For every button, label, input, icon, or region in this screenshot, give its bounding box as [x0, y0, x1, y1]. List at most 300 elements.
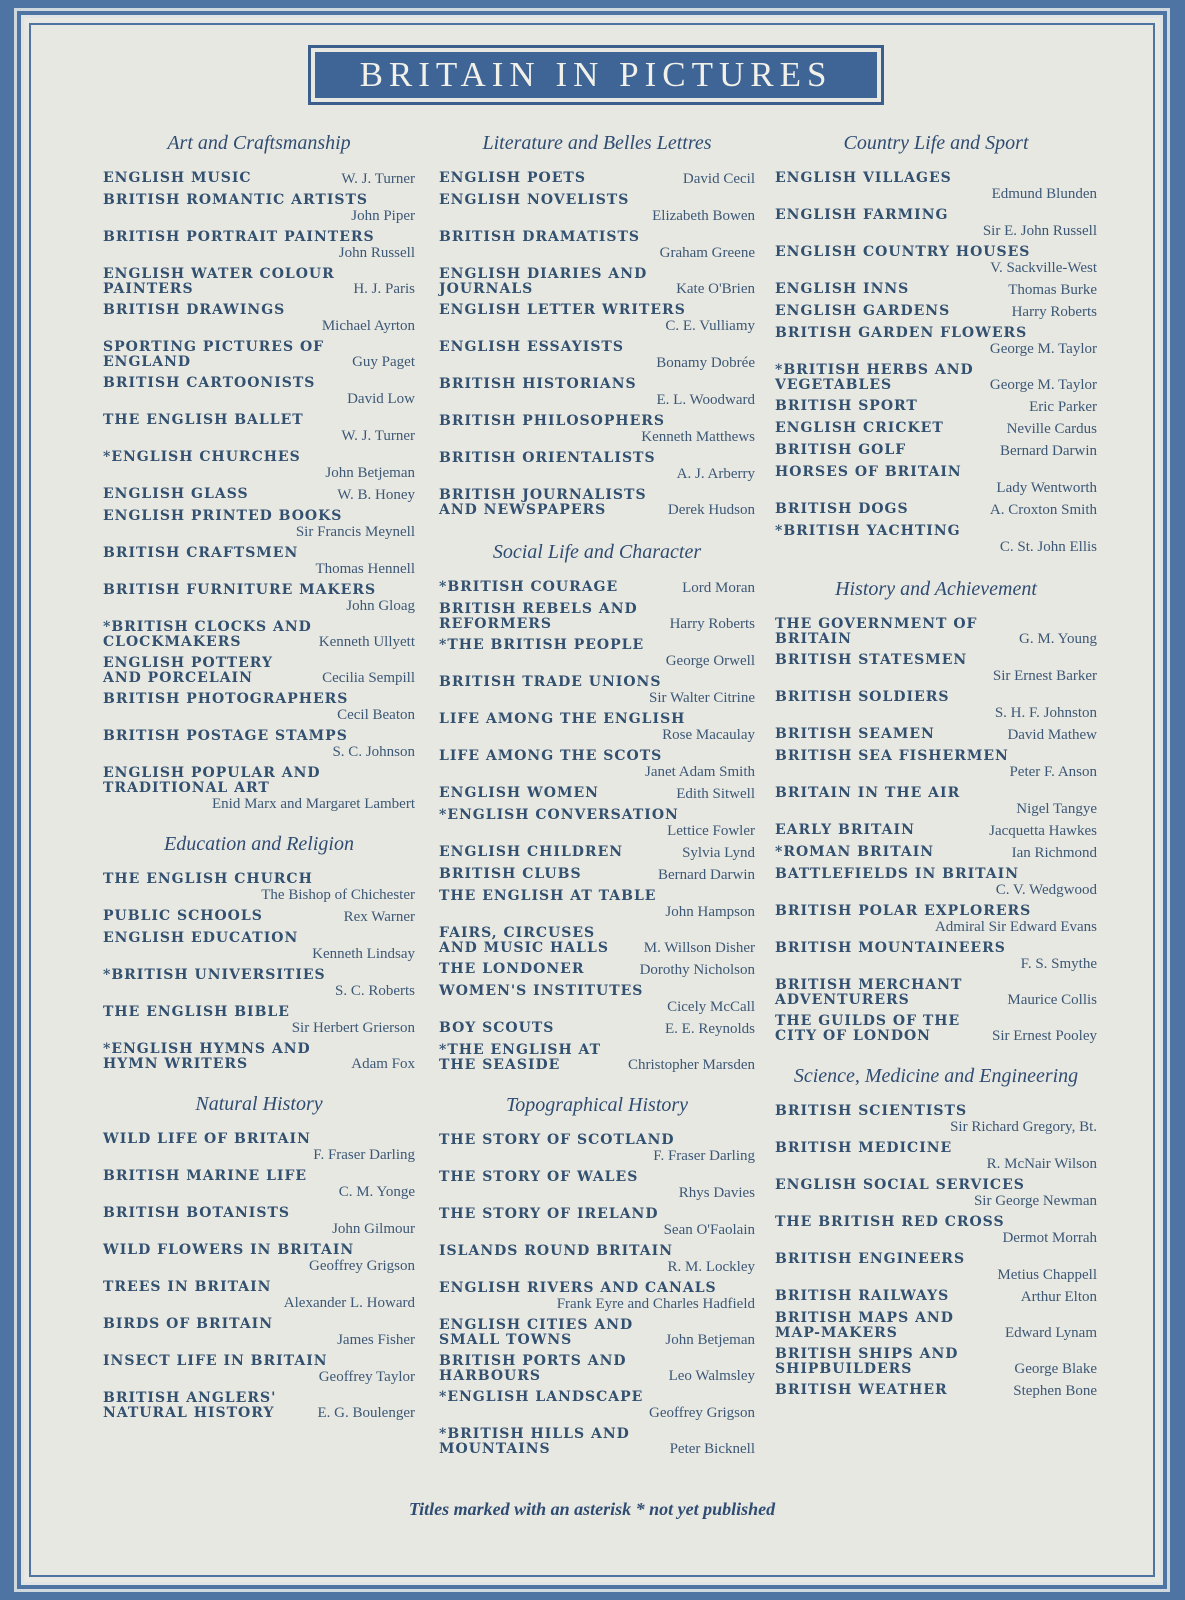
book-author: John Betjeman [325, 465, 415, 481]
book-author: Adam Fox [351, 1056, 415, 1072]
book-author: James Fisher [337, 1332, 415, 1348]
book-entry [775, 1347, 1097, 1377]
book-title: THE GUILDS OF THE CITY OF LONDON [775, 1013, 961, 1044]
book-title: BIRDS OF BRITAIN [103, 1316, 274, 1332]
section [439, 540, 755, 1073]
book-entry [775, 867, 1097, 898]
book-entry [103, 1132, 415, 1163]
book-entry [775, 304, 1097, 320]
book-author: W. J. Turner [341, 171, 415, 187]
book-entry [103, 1317, 415, 1348]
book-title: *BRITISH YACHTING [775, 523, 961, 539]
book-entry [775, 978, 1097, 1008]
book-author: Edward Lynam [1004, 1325, 1097, 1341]
column-2 [439, 131, 755, 1463]
book-author: E. E. Reynolds [665, 1021, 755, 1037]
book-title: BRITISH POSTAGE STAMPS [103, 728, 348, 744]
book-title: THE STORY OF WALES [439, 1169, 639, 1185]
book-author: Arthur Elton [1020, 1289, 1097, 1305]
book-title: THE ENGLISH BIBLE [103, 1004, 290, 1020]
book-entry [775, 690, 1097, 721]
book-entry [103, 1005, 415, 1036]
book-title: BRITISH DRAMATISTS [439, 229, 641, 245]
book-author: David Low [347, 391, 415, 407]
book-title: *THE ENGLISH AT THE SEASIDE [439, 1042, 602, 1073]
book-title: BRITISH MAPS AND MAP-MAKERS [775, 1310, 954, 1341]
book-author: George M. Taylor [989, 377, 1097, 393]
book-entry [439, 1281, 755, 1312]
book-entry [775, 653, 1097, 684]
book-entry [103, 1391, 415, 1421]
book-author: Guy Paget [352, 354, 415, 370]
title-banner [308, 45, 884, 105]
book-entry [439, 1354, 755, 1384]
book-title: ENGLISH POPULAR AND TRADITIONAL ART [103, 765, 321, 796]
book-entry [439, 712, 755, 743]
book-entry [775, 845, 1097, 861]
book-entry [775, 502, 1097, 518]
book-author: V. Sackville-West [990, 260, 1097, 276]
book-entry [775, 749, 1097, 780]
book-entry [103, 267, 415, 297]
book-entry [439, 303, 755, 334]
book-title: BRITISH ANGLERS' NATURAL HISTORY [103, 1390, 277, 1421]
book-entry [103, 766, 415, 812]
book-title: *ENGLISH HYMNS AND HYMN WRITERS [103, 1041, 311, 1072]
book-author: John Hampson [665, 904, 755, 920]
book-entry [775, 1215, 1097, 1246]
book-entry [103, 1206, 415, 1237]
book-title: ENGLISH GLASS [103, 486, 249, 502]
book-author: Dermot Morrah [1002, 1230, 1097, 1246]
book-title: TREES IN BRITAIN [103, 1279, 272, 1295]
footer-note: Titles marked with an asterisk * not yet published [408, 1499, 776, 1519]
column-3 [775, 131, 1097, 1405]
book-title: ENGLISH CHILDREN [439, 844, 624, 860]
book-author: John Gilmour [332, 1221, 415, 1237]
book-title: BRITISH WEATHER [775, 1382, 948, 1398]
book-entry [103, 1280, 415, 1311]
book-title: BRITISH MEDICINE [775, 1140, 953, 1156]
book-title: INSECT LIFE IN BRITAIN [103, 1353, 328, 1369]
book-entry [439, 808, 755, 839]
book-entry [439, 1427, 755, 1457]
book-entry [103, 487, 415, 503]
book-author: Bernard Darwin [999, 443, 1097, 459]
book-author: F. S. Smythe [1020, 956, 1097, 972]
book-title: *BRITISH UNIVERSITIES [103, 967, 326, 983]
book-author: Sir E. John Russell [982, 223, 1097, 239]
book-title: BRITISH TRADE UNIONS [439, 674, 662, 690]
book-entry [103, 968, 415, 999]
book-title: WILD FLOWERS IN BRITAIN [103, 1242, 355, 1258]
book-entry [775, 1178, 1097, 1209]
book-author: H. J. Paris [353, 281, 415, 297]
book-author: Cicely McCall [667, 999, 755, 1015]
book-entry [775, 1014, 1097, 1044]
book-author: John Piper [351, 208, 415, 224]
book-title: ENGLISH POETS [439, 170, 586, 186]
book-title: ENGLISH POTTERY AND PORCELAIN [103, 655, 273, 686]
book-author: Dorothy Nicholson [639, 962, 755, 978]
book-entry [775, 524, 1097, 555]
book-title: HORSES OF BRITAIN [775, 464, 962, 480]
book-title: *BRITISH HILLS AND MOUNTAINS [439, 1426, 630, 1457]
section-heading: Social Life and Character [492, 541, 702, 563]
book-entry [439, 867, 755, 883]
book-author: Sir Herbert Grierson [291, 1020, 415, 1036]
section [439, 131, 755, 518]
book-title: BRITISH STATESMEN [775, 652, 968, 668]
book-author: Geoffrey Grigson [309, 1258, 415, 1274]
book-author: M. Willson Disher [643, 940, 755, 956]
book-author: Metius Chappell [997, 1267, 1097, 1283]
section-heading: History and Achievement [835, 578, 1037, 600]
book-title: ENGLISH FARMING [775, 207, 949, 223]
book-author: Sean O'Faolain [663, 1222, 755, 1238]
book-entry [775, 617, 1097, 647]
book-entry [439, 230, 755, 261]
book-author: Michael Ayrton [321, 318, 415, 334]
book-author: Kenneth Ullyett [318, 634, 415, 650]
book-title: BATTLEFIELDS IN BRITAIN [775, 866, 1020, 882]
book-author: The Bishop of Chichester [261, 887, 415, 903]
book-author: David Mathew [1007, 727, 1097, 743]
book-entry [439, 193, 755, 224]
book-entry [439, 488, 755, 518]
book-entry [775, 363, 1097, 393]
book-title: PUBLIC SCHOOLS [103, 908, 263, 924]
book-title: BRITISH RAILWAYS [775, 1288, 950, 1304]
book-title: ENGLISH ESSAYISTS [439, 339, 624, 355]
book-title: BRITISH CRAFTSMEN [103, 545, 299, 561]
book-title: ENGLISH EDUCATION [103, 930, 299, 946]
book-author: G. M. Young [1019, 631, 1097, 647]
book-title: BRITISH BOTANISTS [103, 1205, 290, 1221]
section-heading: Topographical History [505, 1094, 689, 1116]
book-author: Lady Wentworth [996, 480, 1097, 496]
page-frame [14, 8, 1170, 1592]
book-entry [103, 413, 415, 444]
book-author: John Russell [338, 245, 415, 261]
book-title: THE ENGLISH AT TABLE [439, 888, 657, 904]
book-title: ENGLISH NOVELISTS [439, 192, 630, 208]
book-title: THE STORY OF SCOTLAND [439, 1132, 675, 1148]
book-author: George Blake [1014, 1361, 1097, 1377]
book-entry [103, 729, 415, 760]
book-title: *ENGLISH LANDSCAPE [439, 1389, 644, 1405]
book-author: C. St. John Ellis [999, 539, 1097, 555]
book-entry [103, 872, 415, 903]
book-entry [439, 340, 755, 371]
book-author: Cecilia Sempill [322, 670, 415, 686]
book-entry [439, 675, 755, 706]
book-title: *BRITISH CLOCKS AND CLOCKMAKERS [103, 619, 312, 650]
book-entry [103, 1169, 415, 1200]
book-title: SPORTING PICTURES OF ENGLAND [103, 339, 325, 370]
book-author: David Cecil [682, 171, 755, 187]
book-author: Geoffrey Grigson [649, 1405, 755, 1421]
book-author: Christopher Marsden [627, 1057, 755, 1073]
book-title: BRITISH ROMANTIC ARTISTS [103, 192, 369, 208]
book-entry [775, 727, 1097, 743]
book-author: Thomas Hennell [315, 561, 415, 577]
book-entry [775, 171, 1097, 202]
book-title: BRITISH JOURNALISTS AND NEWSPAPERS [439, 487, 647, 518]
book-author: Sir Richard Gregory, Bt. [950, 1119, 1097, 1135]
book-author: Sylvia Lynd [682, 845, 755, 861]
book-title: BRITISH ORIENTALISTS [439, 450, 656, 466]
book-title: BRITISH SEAMEN [775, 726, 935, 742]
book-entry [439, 1390, 755, 1421]
book-title: BRITISH MERCHANT ADVENTURERS [775, 977, 963, 1008]
book-title: ENGLISH RIVERS AND CANALS [439, 1280, 717, 1296]
book-title: BRITISH HISTORIANS [439, 376, 637, 392]
section [775, 1064, 1097, 1399]
book-title: LIFE AMONG THE SCOTS [439, 748, 663, 764]
book-entry [103, 546, 415, 577]
book-author: Lettice Fowler [667, 823, 755, 839]
book-author: Maurice Collis [1007, 992, 1097, 1008]
book-author: S. H. F. Johnston [994, 705, 1097, 721]
section-heading: Art and Craftsmanship [167, 132, 351, 154]
book-author: E. L. Woodward [656, 392, 755, 408]
book-title: *BRITISH HERBS AND VEGETABLES [775, 362, 974, 393]
book-title: ENGLISH MUSIC [103, 170, 252, 186]
book-title: BRITAIN IN THE AIR [775, 785, 961, 801]
book-entry [439, 1207, 755, 1238]
book-author: Rhys Davies [678, 1185, 755, 1201]
book-author: John Betjeman [665, 1332, 755, 1348]
book-author: Elizabeth Bowen [652, 208, 755, 224]
section [775, 577, 1097, 1044]
book-title: EARLY BRITAIN [775, 822, 915, 838]
book-title: BRITISH SPORT [775, 398, 918, 414]
book-author: Sir Ernest Barker [992, 668, 1097, 684]
book-entry [775, 823, 1097, 839]
book-author: Cecil Beaton [337, 707, 415, 723]
book-author: Kenneth Lindsay [312, 946, 415, 962]
book-author: Harry Roberts [669, 616, 755, 632]
book-title: *ENGLISH CHURCHES [103, 449, 301, 465]
book-entry [103, 692, 415, 723]
book-title: *BRITISH COURAGE [439, 579, 619, 595]
book-entry [439, 786, 755, 802]
section [103, 832, 415, 1072]
book-author: W. J. Turner [341, 428, 415, 444]
book-author: W. B. Honey [337, 487, 415, 503]
book-entry [103, 931, 415, 962]
book-entry [775, 421, 1097, 437]
book-author: F. Fraser Darling [653, 1148, 755, 1164]
book-entry [775, 1311, 1097, 1341]
book-entry [439, 926, 755, 956]
book-title: THE STORY OF IRELAND [439, 1206, 659, 1222]
book-title: FAIRS, CIRCUSES AND MUSIC HALLS [439, 925, 609, 956]
book-author: C. M. Yonge [338, 1184, 415, 1200]
book-title: BRITISH ENGINEERS [775, 1251, 966, 1267]
book-entry [103, 171, 415, 187]
book-title: *ROMAN BRITAIN [775, 844, 935, 860]
book-author: Stephen Bone [1013, 1383, 1097, 1399]
book-title: BRITISH PHOTOGRAPHERS [103, 691, 349, 707]
book-entry [439, 414, 755, 445]
book-author: George M. Taylor [989, 341, 1097, 357]
book-entry [775, 1383, 1097, 1399]
book-author: Peter Bicknell [669, 1441, 755, 1457]
book-entry [439, 1043, 755, 1073]
book-author: A. Croxton Smith [989, 502, 1097, 518]
book-title: BRITISH MARINE LIFE [103, 1168, 308, 1184]
book-title: ENGLISH WATER COLOUR PAINTERS [103, 266, 335, 297]
section [775, 131, 1097, 555]
book-author: Kate O'Brien [676, 281, 755, 297]
book-author: Rose Macaulay [662, 727, 755, 743]
book-title: ENGLISH LETTER WRITERS [439, 302, 686, 318]
book-author: R. M. Lockley [667, 1259, 755, 1275]
book-author: Rex Warner [343, 909, 415, 925]
book-entry [103, 656, 415, 686]
book-title: THE BRITISH RED CROSS [775, 1214, 1005, 1230]
book-title: WILD LIFE OF BRITAIN [103, 1131, 311, 1147]
book-entry [775, 1104, 1097, 1135]
book-title: THE ENGLISH BALLET [103, 412, 304, 428]
book-entry [103, 1354, 415, 1385]
book-title: ENGLISH CITIES AND SMALL TOWNS [439, 1317, 634, 1348]
book-title: THE GOVERNMENT OF BRITAIN [775, 616, 978, 647]
book-entry [775, 786, 1097, 817]
book-title: ENGLISH DIARIES AND JOURNALS [439, 266, 648, 297]
book-author: Sir Walter Citrine [649, 690, 755, 706]
book-entry [439, 451, 755, 482]
book-title: ENGLISH CRICKET [775, 420, 944, 436]
book-title: BRITISH DRAWINGS [103, 302, 286, 318]
book-title: THE ENGLISH CHURCH [103, 871, 313, 887]
book-title: ENGLISH INNS [775, 281, 910, 297]
book-author: Geoffrey Taylor [318, 1369, 415, 1385]
book-title: BRITISH MOUNTAINEERS [775, 940, 1006, 956]
book-entry [439, 1021, 755, 1037]
book-entry [103, 909, 415, 925]
book-author: C. V. Wedgwood [995, 882, 1097, 898]
book-entry [775, 399, 1097, 415]
book-author: Janet Adam Smith [645, 764, 755, 780]
book-title: BRITISH GARDEN FLOWERS [775, 325, 1028, 341]
book-author: Harry Roberts [1011, 304, 1097, 320]
book-author: John Gloag [346, 598, 415, 614]
book-entry [439, 602, 755, 632]
book-entry [775, 208, 1097, 239]
book-entry [439, 962, 755, 978]
book-author: Lord Moran [682, 580, 755, 596]
book-author: Eric Parker [1029, 399, 1097, 415]
book-title: BRITISH DOGS [775, 501, 909, 517]
book-author: Edmund Blunden [991, 186, 1097, 202]
book-entry [775, 941, 1097, 972]
book-entry [439, 749, 755, 780]
book-entry [439, 889, 755, 920]
book-author: F. Fraser Darling [313, 1147, 415, 1163]
book-entry [439, 1318, 755, 1348]
book-author: Ian Richmond [1011, 845, 1097, 861]
book-author: Peter F. Anson [1009, 764, 1097, 780]
book-entry [103, 340, 415, 370]
book-entry [103, 583, 415, 614]
section [103, 1092, 415, 1421]
book-title: WOMEN'S INSTITUTES [439, 983, 644, 999]
book-author: Kenneth Matthews [641, 429, 755, 445]
book-author: Edith Sitwell [676, 786, 755, 802]
book-author: Derek Hudson [667, 502, 755, 518]
book-author: Nigel Tangye [1016, 801, 1097, 817]
book-author: S. C. Johnson [332, 744, 415, 760]
book-author: Neville Cardus [1006, 421, 1097, 437]
column-1 [103, 131, 415, 1427]
book-author: Alexander L. Howard [283, 1295, 415, 1311]
book-title: BRITISH SEA FISHERMEN [775, 748, 1009, 764]
book-entry [775, 326, 1097, 357]
book-entry [775, 282, 1097, 298]
book-title: BRITISH PHILOSOPHERS [439, 413, 666, 429]
book-entry [439, 1133, 755, 1164]
book-author: Bernard Darwin [657, 867, 755, 883]
book-author: Admiral Sir Edward Evans [934, 919, 1097, 935]
book-author: Jacquetta Hawkes [989, 823, 1097, 839]
book-title: BRITISH PORTS AND HARBOURS [439, 1353, 627, 1384]
book-author: Sir George Newman [973, 1193, 1097, 1209]
book-author: C. E. Vulliamy [665, 318, 755, 334]
book-entry [775, 1289, 1097, 1305]
section-heading: Natural History [195, 1093, 323, 1115]
section-heading: Education and Religion [164, 833, 354, 855]
book-entry [439, 171, 755, 187]
book-entry [439, 1244, 755, 1275]
book-title: BOY SCOUTS [439, 1020, 555, 1036]
section [439, 1093, 755, 1457]
book-entry [775, 443, 1097, 459]
book-title: BRITISH CARTOONISTS [103, 375, 316, 391]
book-entry [439, 638, 755, 669]
book-title: BRITISH PORTRAIT PAINTERS [103, 229, 375, 245]
book-title: BRITISH SHIPS AND SHIPBUILDERS [775, 1346, 959, 1377]
book-title: ENGLISH WOMEN [439, 785, 599, 801]
book-author: Leo Walmsley [668, 1368, 755, 1384]
book-title: ENGLISH COUNTRY HOUSES [775, 244, 1031, 260]
book-entry [103, 303, 415, 334]
book-entry [439, 1170, 755, 1201]
book-entry [439, 267, 755, 297]
book-entry [775, 1252, 1097, 1283]
book-entry [775, 465, 1097, 496]
book-entry [775, 1141, 1097, 1172]
book-entry [103, 450, 415, 481]
book-title: ISLANDS ROUND BRITAIN [439, 1243, 674, 1259]
book-title: BRITISH GOLF [775, 442, 907, 458]
book-title: BRITISH FURNITURE MAKERS [103, 582, 377, 598]
book-author: Sir Francis Meynell [295, 524, 415, 540]
book-author: George Orwell [665, 653, 755, 669]
book-title: LIFE AMONG THE ENGLISH [439, 711, 686, 727]
book-author: Frank Eyre and Charles Hadfield [556, 1296, 755, 1312]
book-title: BRITISH SCIENTISTS [775, 1103, 968, 1119]
book-author: E. G. Boulenger [317, 1405, 415, 1421]
book-author: Thomas Burke [1008, 282, 1097, 298]
book-author: A. J. Arberry [676, 466, 755, 482]
book-entry [103, 509, 415, 540]
book-entry [103, 230, 415, 261]
section [103, 131, 415, 812]
book-author: Sir Ernest Pooley [992, 1028, 1097, 1044]
